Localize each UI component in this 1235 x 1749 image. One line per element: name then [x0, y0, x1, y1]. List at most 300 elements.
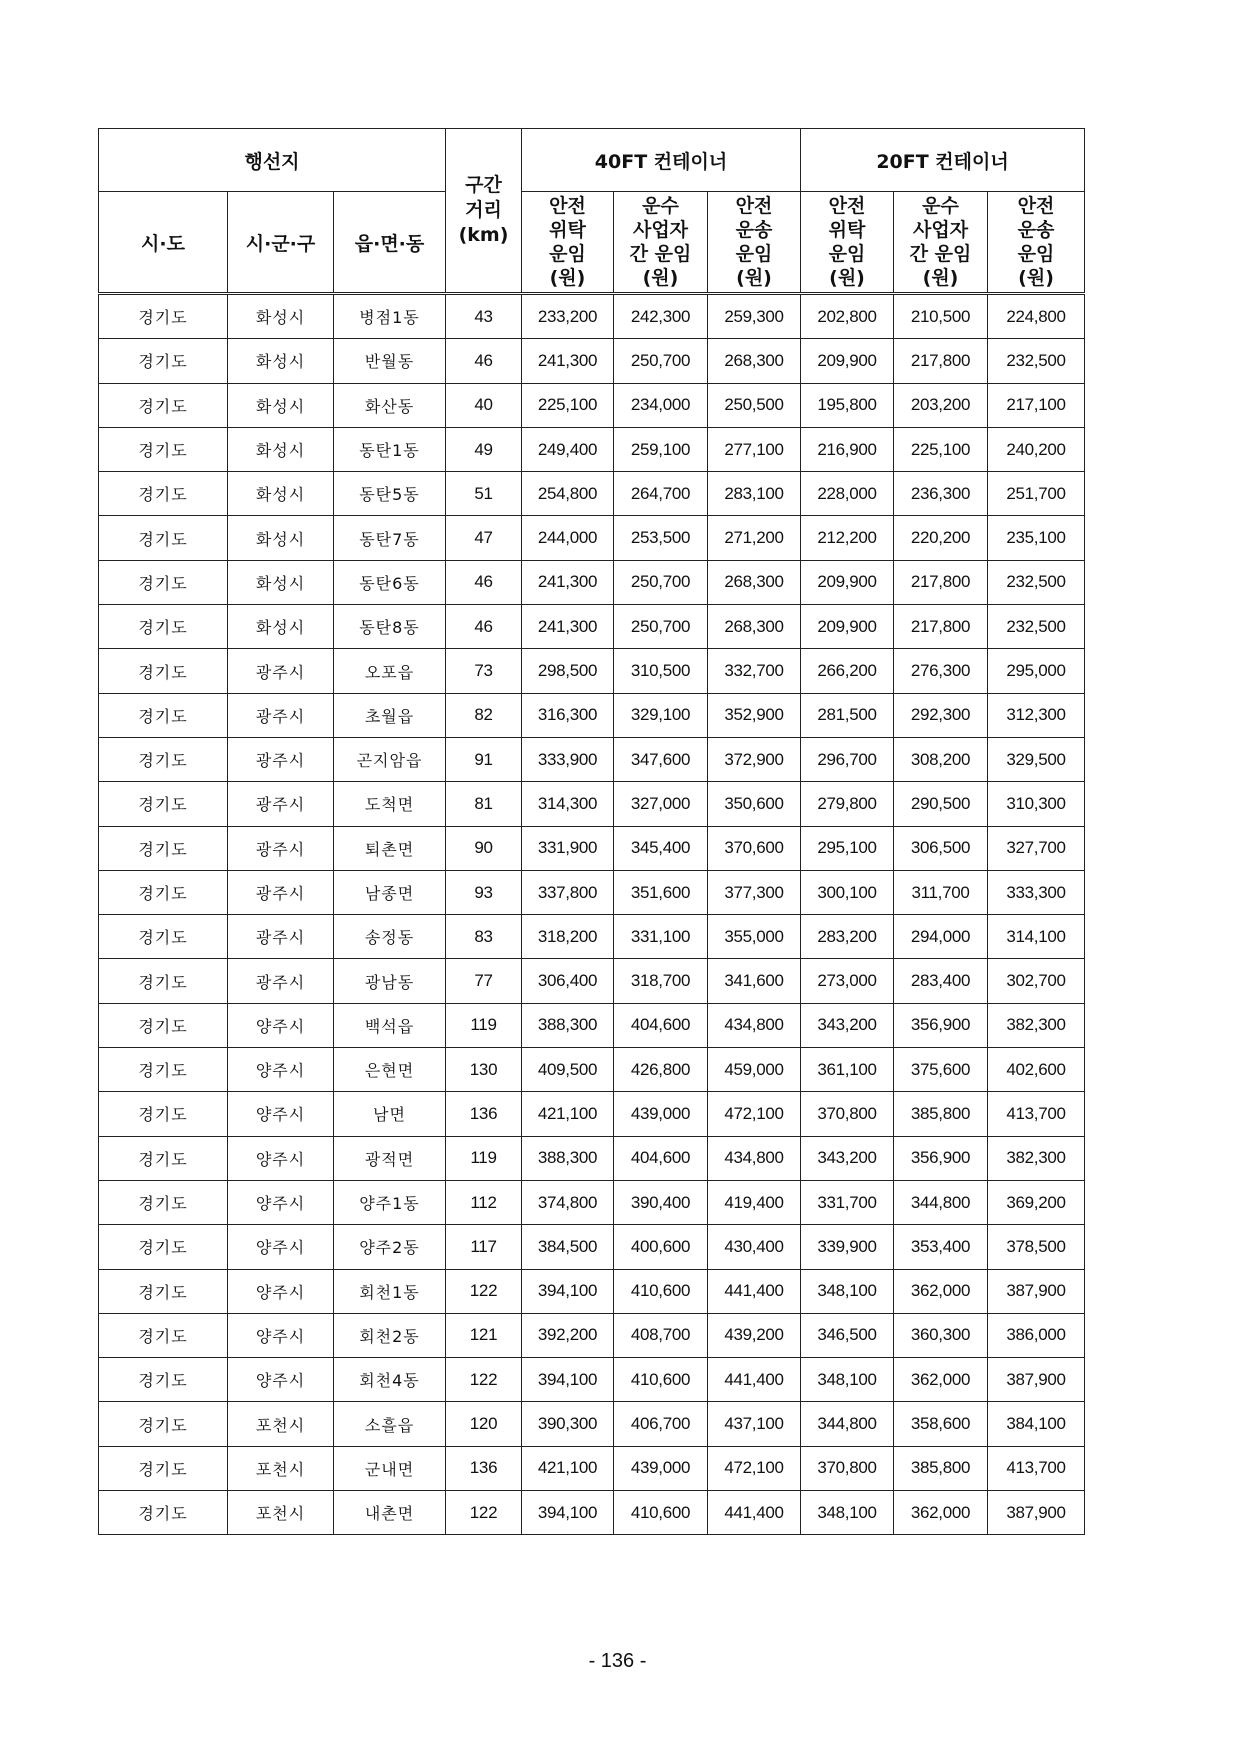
- ft40-between-carriers-cell: 410,600: [614, 1491, 708, 1535]
- distance-cell: 40: [446, 383, 522, 427]
- ft40-safe-consign-cell: 254,800: [522, 472, 614, 516]
- ft40-safe-consign-cell: 409,500: [522, 1048, 614, 1092]
- sigungu-cell: 양주시: [228, 1136, 334, 1180]
- table-row: [99, 870, 1085, 914]
- ft40-between-carriers-cell: 406,700: [614, 1402, 708, 1446]
- ft40-between-carriers-cell: 310,500: [614, 649, 708, 693]
- table-row: [99, 1358, 1085, 1402]
- ft20-safe-consign-cell: 209,900: [801, 560, 894, 604]
- ft20-safe-transport-cell: 402,600: [988, 1048, 1085, 1092]
- sido-cell: 경기도: [99, 649, 228, 693]
- sigungu-header: 시·군·구: [228, 192, 334, 294]
- ft40-safe-transport-cell: 430,400: [708, 1225, 801, 1269]
- table-row: [99, 1402, 1085, 1446]
- ft40-safe-consign-cell: 333,900: [522, 737, 614, 781]
- ft20-between-carriers-cell: 220,200: [894, 516, 988, 560]
- table-row: [99, 1269, 1085, 1313]
- ft40-safe-transport-cell: 268,300: [708, 339, 801, 383]
- eupmyeondong-cell: 회천2동: [334, 1313, 446, 1357]
- ft20-safe-consign-cell: 216,900: [801, 427, 894, 471]
- ft20-between-carriers-cell: 385,800: [894, 1446, 988, 1490]
- ft20-between-carriers-cell: 360,300: [894, 1313, 988, 1357]
- ft20-safe-consign-cell: 343,200: [801, 1003, 894, 1047]
- distance-cell: 119: [446, 1003, 522, 1047]
- ft20-between-carriers-cell: 362,000: [894, 1269, 988, 1313]
- sido-cell: 경기도: [99, 826, 228, 870]
- ft40-safe-transport-cell: 472,100: [708, 1446, 801, 1490]
- sido-cell: 경기도: [99, 1269, 228, 1313]
- ft20-safe-consign-cell: 348,100: [801, 1358, 894, 1402]
- ft40-between-carriers-cell: 390,400: [614, 1180, 708, 1224]
- ft40-safe-transport-cell: 434,800: [708, 1003, 801, 1047]
- ft20-safe-transport-cell: 232,500: [988, 560, 1085, 604]
- distance-cell: 43: [446, 294, 522, 339]
- eupmyeondong-cell: 화산동: [334, 383, 446, 427]
- ft40-between-carriers-cell: 345,400: [614, 826, 708, 870]
- table-row: [99, 1048, 1085, 1092]
- ft40-safe-consign-cell: 384,500: [522, 1225, 614, 1269]
- distance-cell: 51: [446, 472, 522, 516]
- ft20-safe-consign-cell: 300,100: [801, 870, 894, 914]
- sigungu-cell: 화성시: [228, 472, 334, 516]
- ft40-safe-consign-cell: 390,300: [522, 1402, 614, 1446]
- ft20-safe-transport-cell: 333,300: [988, 870, 1085, 914]
- table-row: [99, 826, 1085, 870]
- sido-cell: 경기도: [99, 1225, 228, 1269]
- ft20-between-carriers-cell: 362,000: [894, 1491, 988, 1535]
- sido-cell: 경기도: [99, 915, 228, 959]
- ft20-safe-transport-cell: 369,200: [988, 1180, 1085, 1224]
- ft20-safe-transport-cell: 295,000: [988, 649, 1085, 693]
- ft20-between-carriers-cell: 385,800: [894, 1092, 988, 1136]
- ft20-safe-consign-cell: 228,000: [801, 472, 894, 516]
- ft40-safe-transport-cell: 441,400: [708, 1358, 801, 1402]
- page-number: - 136 -: [588, 1650, 647, 1672]
- ft40-safe-consign-cell: 394,100: [522, 1269, 614, 1313]
- ft40-safe-transport-cell: 355,000: [708, 915, 801, 959]
- sigungu-cell: 광주시: [228, 915, 334, 959]
- table-row: [99, 472, 1085, 516]
- ft20-safe-transport-cell: 224,800: [988, 294, 1085, 339]
- ft40-safe-transport-cell: 441,400: [708, 1269, 801, 1313]
- ft40-safe-transport-cell: 372,900: [708, 737, 801, 781]
- ft40-safe-consign-cell: 306,400: [522, 959, 614, 1003]
- sigungu-cell: 화성시: [228, 560, 334, 604]
- ft40-between-carriers-cell: 410,600: [614, 1358, 708, 1402]
- ft40-safe-consign-cell: 314,300: [522, 782, 614, 826]
- ft40-safe-transport-cell: 352,900: [708, 693, 801, 737]
- ft20-between-carriers-cell: 217,800: [894, 560, 988, 604]
- distance-cell: 121: [446, 1313, 522, 1357]
- ft40-safe-consign-cell: 388,300: [522, 1003, 614, 1047]
- distance-cell: 90: [446, 826, 522, 870]
- ft20-safe-consign-cell: 279,800: [801, 782, 894, 826]
- eupmyeondong-cell: 송정동: [334, 915, 446, 959]
- ft20-safe-transport-cell: 327,700: [988, 826, 1085, 870]
- eupmyeondong-cell: 광남동: [334, 959, 446, 1003]
- ft20-safe-consign-cell: 295,100: [801, 826, 894, 870]
- ft20-safe-consign-cell: 266,200: [801, 649, 894, 693]
- ft20-between-carriers-cell: 356,900: [894, 1136, 988, 1180]
- ft40-between-carriers-cell: 351,600: [614, 870, 708, 914]
- sido-cell: 경기도: [99, 294, 228, 339]
- sigungu-cell: 양주시: [228, 1358, 334, 1402]
- ft20-between-carriers-cell: 210,500: [894, 294, 988, 339]
- sigungu-cell: 광주시: [228, 959, 334, 1003]
- ft20-safe-consign-cell: 370,800: [801, 1092, 894, 1136]
- table-row: [99, 782, 1085, 826]
- ft40-safe-consign-cell: 298,500: [522, 649, 614, 693]
- eupmyeondong-cell: 회천4동: [334, 1358, 446, 1402]
- sigungu-cell: 양주시: [228, 1225, 334, 1269]
- distance-cell: 46: [446, 339, 522, 383]
- eupmyeondong-cell: 남면: [334, 1092, 446, 1136]
- ft40-between-carriers-cell: 404,600: [614, 1136, 708, 1180]
- ft20-safe-consign-cell: 339,900: [801, 1225, 894, 1269]
- ft20-between-carriers-header: 운수 사업자 간 운임 (원): [894, 192, 988, 294]
- ft40-safe-consign-cell: 331,900: [522, 826, 614, 870]
- table-row: [99, 560, 1085, 604]
- ft20-safe-transport-cell: 413,700: [988, 1092, 1085, 1136]
- distance-cell: 122: [446, 1358, 522, 1402]
- ft40-safe-consign-cell: 388,300: [522, 1136, 614, 1180]
- ft40-safe-transport-cell: 277,100: [708, 427, 801, 471]
- sigungu-cell: 양주시: [228, 1003, 334, 1047]
- ft20-safe-transport-cell: 413,700: [988, 1446, 1085, 1490]
- ft20-safe-transport-cell: 314,100: [988, 915, 1085, 959]
- ft40-safe-transport-cell: 332,700: [708, 649, 801, 693]
- ft40-safe-transport-cell: 472,100: [708, 1092, 801, 1136]
- distance-cell: 93: [446, 870, 522, 914]
- ft20-safe-consign-cell: 343,200: [801, 1136, 894, 1180]
- ft40-header: 40FT 컨테이너: [522, 129, 801, 192]
- ft40-between-carriers-cell: 250,700: [614, 605, 708, 649]
- sigungu-cell: 화성시: [228, 427, 334, 471]
- ft20-between-carriers-cell: 306,500: [894, 826, 988, 870]
- sido-cell: 경기도: [99, 560, 228, 604]
- ft40-between-carriers-cell: 259,100: [614, 427, 708, 471]
- ft40-between-carriers-cell: 264,700: [614, 472, 708, 516]
- ft40-between-carriers-cell: 404,600: [614, 1003, 708, 1047]
- ft40-between-carriers-cell: 329,100: [614, 693, 708, 737]
- ft40-between-carriers-cell: 318,700: [614, 959, 708, 1003]
- ft20-safe-transport-cell: 378,500: [988, 1225, 1085, 1269]
- ft40-safe-consign-cell: 421,100: [522, 1092, 614, 1136]
- eupmyeondong-header: 읍·면·동: [334, 192, 446, 294]
- distance-cell: 81: [446, 782, 522, 826]
- table-body: [99, 294, 1085, 1535]
- ft20-safe-transport-cell: 217,100: [988, 383, 1085, 427]
- ft20-safe-transport-cell: 382,300: [988, 1136, 1085, 1180]
- ft40-between-carriers-cell: 250,700: [614, 560, 708, 604]
- sido-cell: 경기도: [99, 959, 228, 1003]
- sigungu-cell: 광주시: [228, 649, 334, 693]
- ft40-between-carriers-cell: 250,700: [614, 339, 708, 383]
- distance-cell: 120: [446, 1402, 522, 1446]
- ft40-safe-transport-cell: 439,200: [708, 1313, 801, 1357]
- ft40-between-carriers-cell: 234,000: [614, 383, 708, 427]
- freight-rate-table: [98, 128, 1085, 1535]
- ft20-safe-consign-cell: 348,100: [801, 1491, 894, 1535]
- ft20-safe-transport-cell: 387,900: [988, 1358, 1085, 1402]
- ft20-between-carriers-cell: 276,300: [894, 649, 988, 693]
- eupmyeondong-cell: 동탄8동: [334, 605, 446, 649]
- eupmyeondong-cell: 양주2동: [334, 1225, 446, 1269]
- ft20-safe-transport-cell: 235,100: [988, 516, 1085, 560]
- ft20-safe-transport-cell: 387,900: [988, 1491, 1085, 1535]
- ft20-safe-transport-cell: 329,500: [988, 737, 1085, 781]
- distance-cell: 117: [446, 1225, 522, 1269]
- ft20-safe-transport-cell: 382,300: [988, 1003, 1085, 1047]
- eupmyeondong-cell: 양주1동: [334, 1180, 446, 1224]
- ft20-safe-transport-cell: 387,900: [988, 1269, 1085, 1313]
- distance-cell: 122: [446, 1269, 522, 1313]
- table-row: [99, 737, 1085, 781]
- ft40-safe-transport-cell: 283,100: [708, 472, 801, 516]
- ft40-safe-transport-cell: 259,300: [708, 294, 801, 339]
- distance-cell: 46: [446, 560, 522, 604]
- sigungu-cell: 광주시: [228, 826, 334, 870]
- sigungu-cell: 양주시: [228, 1048, 334, 1092]
- ft20-safe-consign-cell: 344,800: [801, 1402, 894, 1446]
- sido-cell: 경기도: [99, 1003, 228, 1047]
- ft40-safe-transport-cell: 437,100: [708, 1402, 801, 1446]
- ft40-safe-consign-cell: 374,800: [522, 1180, 614, 1224]
- ft20-safe-transport-cell: 386,000: [988, 1313, 1085, 1357]
- ft20-between-carriers-cell: 311,700: [894, 870, 988, 914]
- ft40-safe-consign-cell: 241,300: [522, 339, 614, 383]
- distance-cell: 112: [446, 1180, 522, 1224]
- eupmyeondong-cell: 퇴촌면: [334, 826, 446, 870]
- table-row: [99, 1003, 1085, 1047]
- sido-cell: 경기도: [99, 693, 228, 737]
- ft40-safe-transport-cell: 434,800: [708, 1136, 801, 1180]
- sigungu-cell: 화성시: [228, 516, 334, 560]
- distance-cell: 82: [446, 693, 522, 737]
- eupmyeondong-cell: 동탄6동: [334, 560, 446, 604]
- ft40-safe-transport-cell: 419,400: [708, 1180, 801, 1224]
- ft20-between-carriers-cell: 236,300: [894, 472, 988, 516]
- ft20-safe-consign-cell: 361,100: [801, 1048, 894, 1092]
- distance-cell: 119: [446, 1136, 522, 1180]
- eupmyeondong-cell: 도척면: [334, 782, 446, 826]
- ft40-safe-consign-cell: 318,200: [522, 915, 614, 959]
- ft40-between-carriers-cell: 242,300: [614, 294, 708, 339]
- ft20-between-carriers-cell: 294,000: [894, 915, 988, 959]
- sido-cell: 경기도: [99, 1358, 228, 1402]
- distance-cell: 130: [446, 1048, 522, 1092]
- ft20-between-carriers-cell: 217,800: [894, 339, 988, 383]
- ft40-safe-consign-cell: 225,100: [522, 383, 614, 427]
- eupmyeondong-cell: 초월읍: [334, 693, 446, 737]
- ft20-safe-consign-cell: 283,200: [801, 915, 894, 959]
- ft40-between-carriers-cell: 347,600: [614, 737, 708, 781]
- eupmyeondong-cell: 곤지암읍: [334, 737, 446, 781]
- eupmyeondong-cell: 동탄7동: [334, 516, 446, 560]
- ft40-safe-consign-cell: 421,100: [522, 1446, 614, 1490]
- distance-cell: 49: [446, 427, 522, 471]
- table-row: [99, 693, 1085, 737]
- ft40-safe-consign-cell: 316,300: [522, 693, 614, 737]
- ft40-between-carriers-header: 운수 사업자 간 운임 (원): [614, 192, 708, 294]
- distance-cell: 47: [446, 516, 522, 560]
- sido-cell: 경기도: [99, 516, 228, 560]
- ft40-between-carriers-cell: 439,000: [614, 1446, 708, 1490]
- table-row: [99, 427, 1085, 471]
- ft40-safe-consign-cell: 394,100: [522, 1358, 614, 1402]
- eupmyeondong-cell: 백석읍: [334, 1003, 446, 1047]
- ft20-between-carriers-cell: 358,600: [894, 1402, 988, 1446]
- ft40-between-carriers-cell: 400,600: [614, 1225, 708, 1269]
- distance-cell: 122: [446, 1491, 522, 1535]
- eupmyeondong-cell: 동탄5동: [334, 472, 446, 516]
- ft40-between-carriers-cell: 408,700: [614, 1313, 708, 1357]
- ft20-between-carriers-cell: 308,200: [894, 737, 988, 781]
- ft20-safe-consign-cell: 195,800: [801, 383, 894, 427]
- ft40-between-carriers-cell: 410,600: [614, 1269, 708, 1313]
- table-row: [99, 1180, 1085, 1224]
- ft20-safe-consign-cell: 209,900: [801, 605, 894, 649]
- table-row: [99, 1225, 1085, 1269]
- sigungu-cell: 포천시: [228, 1446, 334, 1490]
- sigungu-cell: 광주시: [228, 737, 334, 781]
- eupmyeondong-cell: 오포읍: [334, 649, 446, 693]
- ft40-between-carriers-cell: 327,000: [614, 782, 708, 826]
- ft40-safe-transport-cell: 370,600: [708, 826, 801, 870]
- ft20-between-carriers-cell: 362,000: [894, 1358, 988, 1402]
- ft20-safe-transport-cell: 310,300: [988, 782, 1085, 826]
- sido-cell: 경기도: [99, 1446, 228, 1490]
- sido-cell: 경기도: [99, 1092, 228, 1136]
- table-row: [99, 1446, 1085, 1490]
- sigungu-cell: 화성시: [228, 605, 334, 649]
- sido-cell: 경기도: [99, 1180, 228, 1224]
- ft20-safe-consign-cell: 212,200: [801, 516, 894, 560]
- ft20-safe-transport-cell: 312,300: [988, 693, 1085, 737]
- eupmyeondong-cell: 소흘읍: [334, 1402, 446, 1446]
- ft40-between-carriers-cell: 426,800: [614, 1048, 708, 1092]
- ft20-safe-transport-cell: 232,500: [988, 339, 1085, 383]
- ft20-safe-transport-cell: 251,700: [988, 472, 1085, 516]
- ft20-between-carriers-cell: 203,200: [894, 383, 988, 427]
- distance-header: 구간 거리 (km): [446, 129, 522, 294]
- ft40-safe-transport-cell: 459,000: [708, 1048, 801, 1092]
- distance-cell: 46: [446, 605, 522, 649]
- ft20-safe-consign-cell: 346,500: [801, 1313, 894, 1357]
- ft40-safe-consign-cell: 233,200: [522, 294, 614, 339]
- sido-cell: 경기도: [99, 427, 228, 471]
- eupmyeondong-cell: 남종면: [334, 870, 446, 914]
- eupmyeondong-cell: 반월동: [334, 339, 446, 383]
- ft20-between-carriers-cell: 225,100: [894, 427, 988, 471]
- eupmyeondong-cell: 병점1동: [334, 294, 446, 339]
- eupmyeondong-cell: 군내면: [334, 1446, 446, 1490]
- ft40-safe-consign-cell: 244,000: [522, 516, 614, 560]
- ft40-safe-transport-cell: 250,500: [708, 383, 801, 427]
- sido-cell: 경기도: [99, 472, 228, 516]
- table-row: [99, 649, 1085, 693]
- ft20-header: 20FT 컨테이너: [801, 129, 1085, 192]
- table-row: [99, 605, 1085, 649]
- ft20-safe-transport-cell: 384,100: [988, 1402, 1085, 1446]
- eupmyeondong-cell: 동탄1동: [334, 427, 446, 471]
- table-row: [99, 1136, 1085, 1180]
- ft40-safe-consign-cell: 241,300: [522, 605, 614, 649]
- sido-cell: 경기도: [99, 1136, 228, 1180]
- table-row: [99, 915, 1085, 959]
- sido-cell: 경기도: [99, 782, 228, 826]
- table-row: [99, 516, 1085, 560]
- eupmyeondong-cell: 회천1동: [334, 1269, 446, 1313]
- ft20-between-carriers-cell: 292,300: [894, 693, 988, 737]
- ft40-safe-consign-cell: 249,400: [522, 427, 614, 471]
- sido-cell: 경기도: [99, 1491, 228, 1535]
- ft20-safe-consign-cell: 370,800: [801, 1446, 894, 1490]
- ft40-safe-transport-header: 안전 운송 운임 (원): [708, 192, 801, 294]
- table-row: [99, 294, 1085, 339]
- ft40-between-carriers-cell: 439,000: [614, 1092, 708, 1136]
- ft20-safe-consign-cell: 296,700: [801, 737, 894, 781]
- sido-cell: 경기도: [99, 1313, 228, 1357]
- ft20-between-carriers-cell: 290,500: [894, 782, 988, 826]
- sigungu-cell: 화성시: [228, 339, 334, 383]
- ft20-safe-consign-cell: 331,700: [801, 1180, 894, 1224]
- table-row: [99, 1491, 1085, 1535]
- sido-cell: 경기도: [99, 339, 228, 383]
- sigungu-cell: 양주시: [228, 1180, 334, 1224]
- ft40-safe-transport-cell: 271,200: [708, 516, 801, 560]
- distance-cell: 136: [446, 1446, 522, 1490]
- ft20-safe-transport-header: 안전 운송 운임 (원): [988, 192, 1085, 294]
- sigungu-cell: 광주시: [228, 693, 334, 737]
- ft20-safe-consign-cell: 281,500: [801, 693, 894, 737]
- ft40-safe-transport-cell: 268,300: [708, 560, 801, 604]
- ft20-safe-consign-cell: 273,000: [801, 959, 894, 1003]
- ft40-safe-transport-cell: 268,300: [708, 605, 801, 649]
- distance-cell: 136: [446, 1092, 522, 1136]
- sido-cell: 경기도: [99, 383, 228, 427]
- ft20-safe-consign-cell: 209,900: [801, 339, 894, 383]
- table-row: [99, 383, 1085, 427]
- distance-cell: 77: [446, 959, 522, 1003]
- sigungu-cell: 양주시: [228, 1092, 334, 1136]
- table-row: [99, 1313, 1085, 1357]
- sido-cell: 경기도: [99, 605, 228, 649]
- eupmyeondong-cell: 은현면: [334, 1048, 446, 1092]
- sigungu-cell: 광주시: [228, 870, 334, 914]
- distance-cell: 91: [446, 737, 522, 781]
- ft40-safe-consign-cell: 394,100: [522, 1491, 614, 1535]
- ft40-safe-transport-cell: 350,600: [708, 782, 801, 826]
- table-row: [99, 1092, 1085, 1136]
- ft40-safe-transport-cell: 377,300: [708, 870, 801, 914]
- ft40-between-carriers-cell: 253,500: [614, 516, 708, 560]
- sido-cell: 경기도: [99, 737, 228, 781]
- eupmyeondong-cell: 광적면: [334, 1136, 446, 1180]
- ft20-between-carriers-cell: 283,400: [894, 959, 988, 1003]
- table-row: [99, 959, 1085, 1003]
- sigungu-cell: 포천시: [228, 1402, 334, 1446]
- sigungu-cell: 양주시: [228, 1313, 334, 1357]
- ft40-between-carriers-cell: 331,100: [614, 915, 708, 959]
- ft40-safe-consign-cell: 241,300: [522, 560, 614, 604]
- table-row: [99, 339, 1085, 383]
- destination-header: 행선지: [99, 129, 446, 192]
- sido-cell: 경기도: [99, 870, 228, 914]
- sigungu-cell: 양주시: [228, 1269, 334, 1313]
- ft40-safe-transport-cell: 441,400: [708, 1491, 801, 1535]
- sido-header: 시·도: [99, 192, 228, 294]
